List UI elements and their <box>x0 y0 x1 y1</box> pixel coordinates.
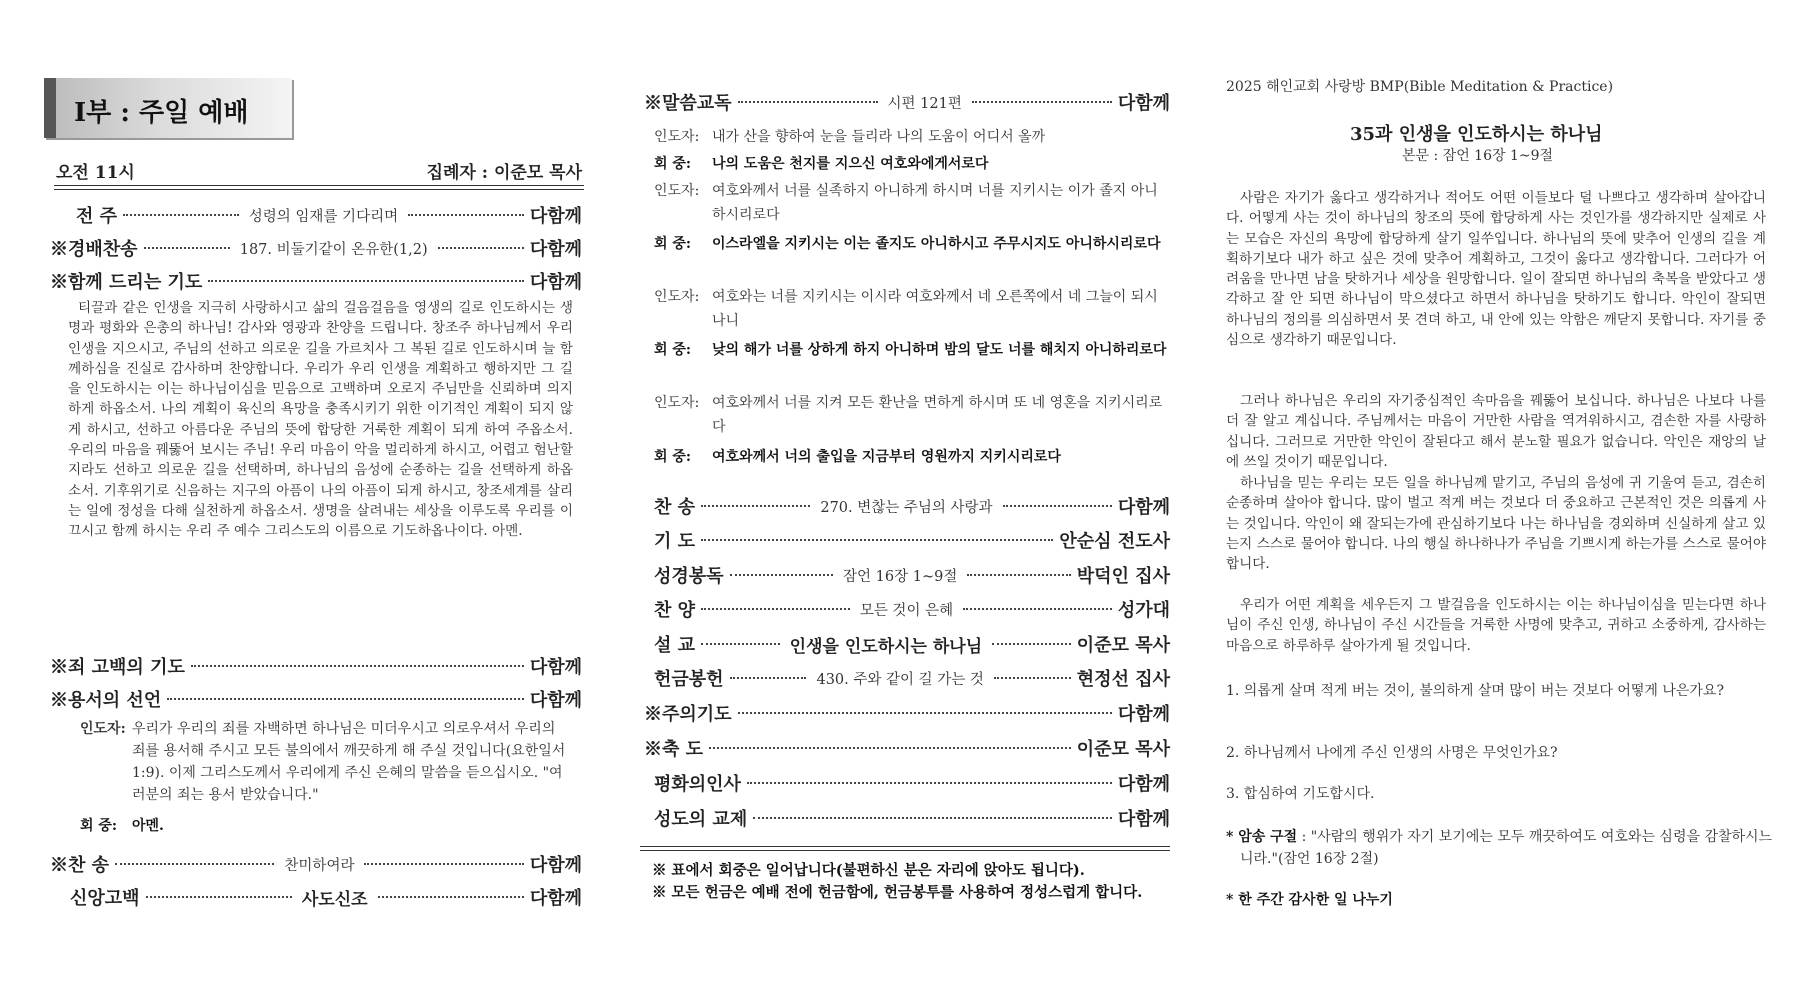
study-paragraph: 그러나 하나님은 우리의 자기중심적인 속마음을 꿰뚫어 보십니다. 하나님은 나보다 나를 더 잘 알고 계십니다. 주님께서는 마음이 거만한 사람을 역겨워하시고, 겸손한 자를 사랑하십니다. 그러므로 거만한 악인이 잘된다고 해서 분노할 필요가 없습니다. 악인은 재앙의 날에 쓰일 것이기 때문입니다. <box>1226 393 1766 470</box>
dot-leader <box>738 101 878 103</box>
discussion-question: 1. 의롭게 살며 적게 버는 것이, 불의하게 살며 많이 버는 것보다 어떻게 나은가요? <box>1226 683 1724 699</box>
order-person: 다함께 <box>1117 704 1170 725</box>
note-line: ※ 표에서 회중은 일어납니다(불편하신 분은 자리에 앉아도 됩니다). <box>652 862 1085 879</box>
order-row <box>654 526 1170 554</box>
order-row <box>644 734 1170 762</box>
reading-text: 나의 도움은 천지를 지으신 여호와에게서로다 <box>712 156 989 172</box>
study-paragraph: 우리가 어떤 계획을 세우든지 그 발걸음을 인도하시는 이는 하나님이심을 믿는다면 하나님이 주신 인생, 하나님이 주신 시간들을 거룩한 사명에 맞추고, 귀하고 소중하게, 감사하는 마음으로 하루하루 살아가게 될 것입니다. <box>1226 597 1766 654</box>
speaker-label: 회 중: <box>654 342 692 358</box>
study-paragraph: 하나님을 믿는 우리는 모든 일을 하나님께 맡기고, 주님의 음성에 귀 기울여 듣고, 겸손히 순종하며 살아야 합니다. 많이 벌고 적게 버는 것보다 더 중요하고 근본적인 것은 의롭게 사는 것입니다. 악인이 왜 잘되는가에 관심하기보다 나는 하나님을 경외하며 신실하게 살고 있는지 스스로 물어야 합니다. 나의 행실 하나하나가 주님을 기쁘시게 하는가를 스스로 물어야 합니다. <box>1226 475 1766 573</box>
dot-leader <box>408 214 524 216</box>
dot-leader <box>963 608 1112 610</box>
order-person: 성가대 <box>1117 600 1171 621</box>
speaker-label: 인도자: <box>80 721 126 737</box>
order-content: 잠언 16장 1~9절 <box>843 568 958 585</box>
order-label: 설 교 <box>654 635 696 656</box>
dot-leader <box>167 698 524 700</box>
reading-line <box>654 286 1170 334</box>
order-person: 이준모 목사 <box>1076 635 1170 656</box>
order-person: 다함께 <box>529 657 582 678</box>
order-row <box>654 561 1170 589</box>
order-row <box>644 699 1170 727</box>
order-person: 다함께 <box>1117 774 1170 795</box>
reading-text: 이스라엘을 지키시는 이는 졸지도 아니하시고 주무시지도 아니하시리로다 <box>712 236 1161 252</box>
dot-leader <box>730 574 833 576</box>
order-row <box>70 883 582 911</box>
dot-leader <box>123 214 239 216</box>
dot-leader <box>378 896 524 898</box>
section-title-box <box>44 78 292 138</box>
order-person: 다함께 <box>529 855 583 876</box>
order-content: 사도신조 <box>301 889 368 910</box>
dot-leader <box>701 505 810 507</box>
order-person: 이준모 목사 <box>1076 739 1170 760</box>
order-row <box>654 492 1170 520</box>
absolution-block <box>80 718 570 810</box>
order-person: 박덕인 집사 <box>1076 566 1171 587</box>
order-label: 평화의인사 <box>654 774 741 795</box>
dot-leader <box>438 247 524 249</box>
dot-leader <box>972 101 1112 103</box>
divider <box>640 846 1170 851</box>
reading-text: 여호와께서 너를 지켜 모든 환난을 면하게 하시며 또 네 영혼을 지키시리로다 <box>712 395 1163 435</box>
order-label: 헌금봉헌 <box>654 669 724 690</box>
dot-leader <box>730 677 807 679</box>
order-label: ※주의기도 <box>644 704 732 725</box>
dot-leader <box>994 677 1071 679</box>
amen-block <box>80 815 570 837</box>
reading-text: 여호와께서 너의 출입을 지금부터 영원까지 지키시리로다 <box>712 449 1061 465</box>
order-label: ※죄 고백의 기도 <box>50 657 185 678</box>
order-row <box>654 595 1170 623</box>
note-line: ※ 모든 헌금은 예배 전에 헌금함에, 헌금봉투를 사용하여 정성스럽게 합니다. <box>652 884 1143 901</box>
dot-leader <box>753 817 1112 819</box>
order-label: ※찬 송 <box>50 855 110 876</box>
reading-line <box>654 180 1170 228</box>
speaker-label: 회 중: <box>654 449 692 465</box>
order-person: 다함께 <box>529 888 582 909</box>
reading-text: 여호와께서 너를 실족하지 아니하게 하시며 너를 지키시는 이가 졸지 아니하시리로다 <box>712 183 1158 223</box>
prayer-text: 티끌과 같은 인생을 지극히 사랑하시고 삶의 걸음걸음을 영생의 길로 인도하시는 생명과 평화와 은총의 하나님! 감사와 영광과 찬양을 드립니다. 창조주 하나님께서 우리 인생을 지으시고, 주님의 선하고 의로운 길을 가르치사 그 복된 길로 인도하시며 늘 함께하심을 진실로 감사하며 찬양합니다. 우리가 우리 인생을 계획하고 행하지만 그 길을 인도하시는 이는 하나님이심을 믿음으로 고백하며 오로지 주님만을 신뢰하며 의지하게 하옵소서. 나의 계획이 육신의 욕망을 충족시키기 위한 이기적인 계획이 되지 않게 하시고, 선하고 아름다운 주님의 뜻에 합당한 거룩한 계획이 되게 하여 주옵소서. 우리의 마음을 꿰뚫어 보시는 주님! 우리 마음이 악을 멀리하게 하시고, 어렵고 험난할지라도 선하고 의로운 길을 선택하며, 하나님의 음성에 순종하는 길을 선택하게 하옵소서. 기후위기로 신음하는 지구의 아픔이 나의 아픔이 되게 하시고, 창조세계를 살리는 일에 정성을 다해 실천하게 하옵소서. 생명을 살려내는 세상을 이루도록 우리를 이끄시고 함께 하시는 우리 주 예수 그리스도의 이름으로 기도하옵나이다. 아멘. <box>68 300 573 540</box>
dot-leader <box>364 863 523 865</box>
order-label: ※축 도 <box>644 739 704 760</box>
dot-leader <box>208 280 524 282</box>
speaker-label: 인도자: <box>654 395 700 411</box>
section-title: I부 : 주일 예배 <box>74 98 249 128</box>
order-row <box>654 769 1170 797</box>
order-row <box>654 804 1170 832</box>
dot-leader <box>146 896 292 898</box>
dot-leader <box>701 608 850 610</box>
order-row <box>50 234 582 262</box>
order-row <box>50 850 582 878</box>
order-label: ※함께 드리는 기도 <box>50 272 203 293</box>
service-time: 오전 11시 <box>56 163 135 183</box>
reading-text: 내가 산을 향하여 눈을 들리라 나의 도움이 어디서 올까 <box>712 129 1046 145</box>
order-person: 다함께 <box>529 272 582 293</box>
order-content: 430. 주와 같이 길 가는 것 <box>816 671 984 688</box>
dot-leader <box>747 782 1112 784</box>
order-content: 270. 변찮는 주님의 사랑과 <box>820 499 993 516</box>
reading-text: 낮의 해가 너를 상하게 하지 아니하며 밤의 달도 너를 해치지 아니하리로다 <box>712 342 1167 358</box>
order-label: 성도의 교제 <box>654 809 748 830</box>
dot-leader <box>115 863 274 865</box>
dot-leader <box>967 574 1070 576</box>
order-person: 다함께 <box>529 690 582 711</box>
speaker-label: 인도자: <box>654 289 700 305</box>
discussion-question: 2. 하나님께서 나에게 주신 인생의 사명은 무엇인가요? <box>1226 745 1558 761</box>
absolution-text: 우리가 우리의 죄를 자백하면 하나님은 미더우시고 의로우셔서 우리의 죄를 용서해 주시고 모든 불의에서 깨끗하게 해 주실 것입니다(요한일서 1:9). 이제 그리스도께서 우리에게 주신 은혜의 말씀을 듣으십시오. "여러분의 죄는 용서 받았습니다." <box>132 721 566 803</box>
order-person: 다함께 <box>1117 809 1170 830</box>
study-header: 2025 해인교회 사랑방 BMP(Bible Meditation & Practice) <box>1226 79 1614 95</box>
lesson-title: 35과 인생을 인도하시는 하나님 <box>1350 124 1603 145</box>
order-row <box>654 630 1170 658</box>
sharing-prompt: * 한 주간 감사한 일 나누기 <box>1226 892 1393 908</box>
divider <box>54 185 584 190</box>
reading-line <box>654 153 1170 177</box>
order-content: 187. 비둘기같이 온유한(1,2) <box>239 241 428 258</box>
order-row <box>654 664 1170 692</box>
order-row <box>62 201 582 229</box>
order-content: 시편 121편 <box>887 95 962 112</box>
dot-leader <box>992 643 1071 645</box>
order-person: 안순심 전도사 <box>1059 531 1170 552</box>
reading-line <box>654 126 1170 150</box>
order-row <box>50 685 582 713</box>
order-label: 성경봉독 <box>654 566 724 587</box>
memory-label: * 암송 구절 <box>1226 829 1298 845</box>
order-label: ※경배찬송 <box>50 239 138 260</box>
amen-text: 아멘. <box>132 818 164 834</box>
order-person: 다함께 <box>529 239 583 260</box>
order-label: ※용서의 선언 <box>50 690 162 711</box>
order-row <box>50 267 582 295</box>
memory-text: : "사람의 행위가 자기 보기에는 모두 깨끗하여도 여호와는 심령을 감찰하시느니라."(잠언 16장 2절) <box>1240 829 1773 867</box>
dot-leader <box>701 643 780 645</box>
order-label: 찬 송 <box>654 497 696 518</box>
service-info <box>56 158 582 184</box>
order-person: 다함께 <box>529 206 583 227</box>
order-label: ※말씀교독 <box>644 93 732 114</box>
dot-leader <box>191 665 524 667</box>
order-label: 기 도 <box>654 531 696 552</box>
reading-line <box>654 446 1170 470</box>
lesson-passage: 본문 : 잠언 16장 1~9절 <box>1402 148 1554 164</box>
order-content: 찬미하여라 <box>284 857 355 874</box>
discussion-question: 3. 합심하여 기도합시다. <box>1226 786 1375 802</box>
reading-line <box>654 339 1170 387</box>
sermon-title: 인생을 인도하시는 하나님 <box>789 636 983 657</box>
reading-line <box>654 233 1170 281</box>
speaker-label: 회 중: <box>654 156 692 172</box>
order-person: 현정선 집사 <box>1076 669 1171 690</box>
dot-leader <box>709 747 1071 749</box>
dot-leader <box>738 712 1112 714</box>
study-paragraph: 사람은 자기가 옳다고 생각하거나 적어도 어떤 이들보다 덜 나쁘다고 생각하며 살아갑니다. 어떻게 사는 것이 하나님의 창조의 뜻에 합당하게 사는 것인가를 생각하지만 실제로 사는 모습은 자신의 욕망에 합당하게 살기 일쑤입니다. 하나님의 뜻에 맞추어 인생의 길을 계획하기보다 내가 하고 싶은 것에 맞추어 계획하고, 그것이 옳다고 생각합니다. 그러다가 어려움을 만나면 남을 탓하거나 세상을 원망합니다. 일이 잘되면 하나님의 축복을 받았다고 생각하고 잘 안 되면 하나님이 막으셨다고 하면서 하나님을 탓하기도 합니다. 악인이 잘되면 하나님의 정의를 의심하면서 못 견뎌 하고, 내 안에 있는 악함은 깨닫지 못합니다. 자기를 중심으로 생각하기 때문입니다. <box>1226 190 1766 349</box>
order-label: 전 주 <box>76 206 118 227</box>
dot-leader <box>144 247 230 249</box>
speaker-label: 회 중: <box>80 818 118 834</box>
order-row <box>644 88 1170 116</box>
order-label: 신앙고백 <box>70 888 140 909</box>
speaker-label: 인도자: <box>654 183 700 199</box>
reading-text: 여호와는 너를 지키시는 이시라 여호와께서 네 오른쪽에서 네 그늘이 되시나니 <box>712 289 1158 329</box>
speaker-label: 회 중: <box>654 236 692 252</box>
speaker-label: 인도자: <box>654 129 700 145</box>
order-row <box>50 652 582 680</box>
order-person: 다함께 <box>1117 497 1170 518</box>
dot-leader <box>701 539 1053 541</box>
order-person: 다함께 <box>1117 93 1171 114</box>
memory-verse <box>1226 826 1780 870</box>
reading-line <box>654 392 1170 440</box>
order-label: 찬 양 <box>654 600 696 621</box>
order-content: 모든 것이 은혜 <box>859 602 954 619</box>
dot-leader <box>1003 505 1112 507</box>
order-content: 성령의 임재를 기다리며 <box>248 208 399 225</box>
service-leader: 집례자 : 이준모 목사 <box>426 163 582 183</box>
